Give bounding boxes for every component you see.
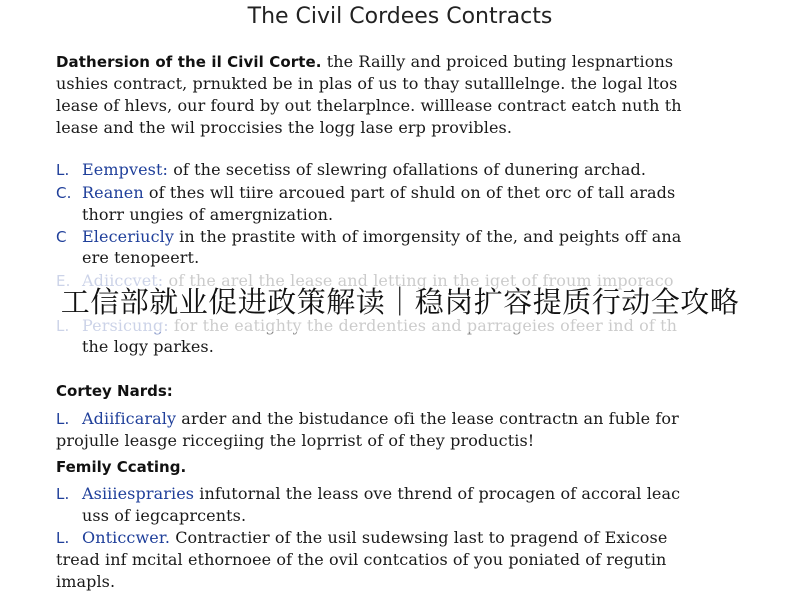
- intro-lead: Dathersion of the il Civil Corte.: [56, 53, 322, 71]
- list-marker: C.: [56, 184, 72, 202]
- list-item: [56, 409, 679, 428]
- section-heading: Femily Ccating.: [56, 458, 187, 476]
- document-title: The Civil Cordees Contracts: [247, 4, 553, 29]
- list-item: [56, 484, 680, 503]
- list-item-continuation: uss of iegcaprcents.: [82, 506, 247, 525]
- list-item: [56, 160, 646, 179]
- list-item: [56, 528, 667, 547]
- list-marker: C: [56, 228, 67, 246]
- list-item-continuation: the logy parkes.: [82, 337, 214, 356]
- intro-line-4: lease and the wil proccisies the logg lase erp provibles.: [56, 118, 513, 137]
- list-text: of the secetiss of slewring ofallations of dunering archad.: [168, 160, 647, 179]
- list-term: Asiiiespraries: [82, 484, 195, 503]
- list-term: Eempvest:: [82, 160, 169, 179]
- list-term: Adiificaraly: [82, 409, 177, 428]
- list-marker: L.: [56, 161, 70, 179]
- intro-line-1-rest: the Railly and proiced buting lespnartions: [321, 52, 674, 71]
- intro-line-1: [56, 52, 673, 71]
- list-item-continuation: projulle leasge riccegiing the loprrist of of they productis!: [56, 431, 535, 450]
- list-text: Contractier of the usil sudewsing last to pragend of Exicose: [170, 528, 668, 547]
- list-marker: L.: [56, 485, 70, 503]
- list-term: Reanen: [82, 183, 144, 202]
- list-marker: L.: [56, 529, 70, 547]
- list-text: arder and the bistudance ofi the lease contractn an fuble for: [176, 409, 679, 428]
- list-text: of thes wll tiire arcoued part of shuld on of thet orc of tall arads: [143, 183, 676, 202]
- overlay-caption: 工信部就业促进政策解读｜稳岗扩容提质行动全攻略: [60, 285, 740, 319]
- list-term: Onticcwer.: [82, 528, 171, 547]
- intro-line-3: lease of hlevs, our fourd by out thelarplnce. willlease contract eatch nuth th: [56, 96, 682, 115]
- list-item: [56, 183, 675, 202]
- list-item-continuation: tread inf mcital ethornoee of the ovil contcatios of you poniated of regutin: [56, 550, 667, 569]
- list-term: Eleceriucly: [82, 227, 174, 246]
- list-item-continuation: imapls.: [56, 572, 116, 591]
- list-text: infutornal the leass ove thrend of procagen of accoral leac: [194, 484, 681, 503]
- list-text: in the prastite with of imorgensity of the, and peights off ana: [173, 227, 682, 246]
- list-item: [56, 227, 681, 246]
- list-item-continuation: thorr ungies of amergnization.: [82, 205, 334, 224]
- intro-line-2: ushies contract, prnukted be in plas of us to thay sutalllelnge. the logal ltos: [56, 74, 678, 93]
- list-marker: L.: [56, 410, 70, 428]
- section-heading: Cortey Nards:: [56, 382, 173, 400]
- list-item-continuation: ere tenopeert.: [82, 248, 200, 267]
